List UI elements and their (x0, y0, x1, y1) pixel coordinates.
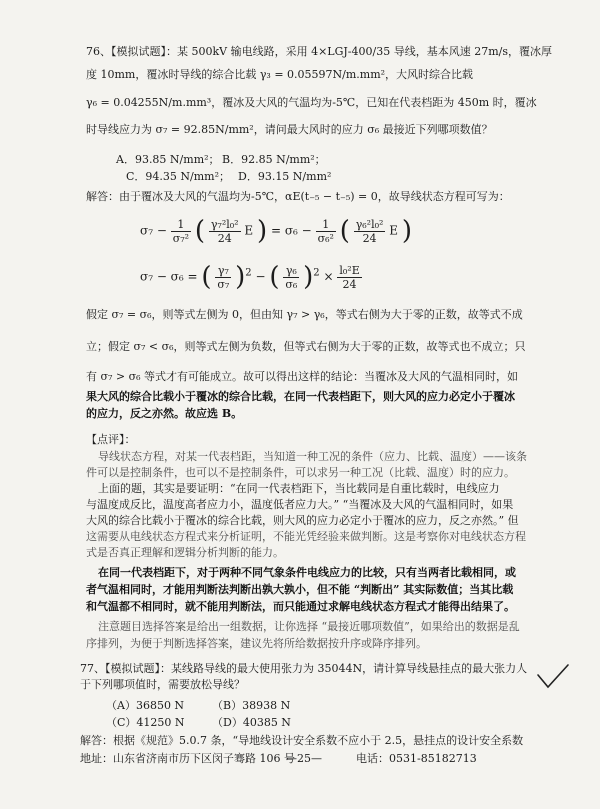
handwritten-check-icon (536, 663, 570, 689)
q76-line-2: 度 10mm，覆冰时导线的综合比载 γ₃ = 0.05597N/m.mm²，大风时综合比载 (86, 68, 474, 81)
conclusion-line-2: 的应力，反之亦然。故应选 B。 (86, 407, 243, 420)
equation-1 (140, 216, 412, 246)
eq2-minus: − (255, 269, 266, 284)
comment-bold-line-3: 和气温都不相同时，就不能用判断法，而只能通过求解电线状态方程式才能得出结果了。 (86, 600, 515, 613)
comment-line-3: 上面的题，其实是要证明：“在同一代表档距下，当比载同是自重比载时，电线应力 (98, 482, 500, 495)
eq2-sq-2: 2 (313, 267, 320, 279)
eq1-frac-inv-sigma6: $\frac{1}{\text{σ₆²}}$ (317, 217, 334, 245)
comment-line-5: 大风的综合比载小于覆冰的综合比载，则大风的应力必定小于覆冰的应力，反之亦然。” 但 (86, 514, 519, 527)
analysis-line-3: 有 σ₇ > σ₆ 等式才有可能成立。故可以得出这样的结论：当覆冰及大风的气温相同时，如 (86, 370, 519, 383)
eq1-equals: = σ₆ − (270, 223, 312, 238)
comment-line-1: 导线状态方程，对某一代表档距，当知道一种工况的条件（应力、比载、温度）——该条 (98, 450, 527, 463)
eq1-paren-close-1: ) (257, 216, 268, 246)
comment-line-4: 与温度成反比，温度高者应力小，温度低者应力大。” “当覆冰及大风的气温相同时，如果 (86, 498, 514, 511)
eq2-paren-close-1: ) (235, 262, 246, 292)
comment-bold-line-2: 者气温相同时，才能用判断法判断出孰大孰小，但不能 “判断出” 其实际数值；当其比载 (86, 583, 514, 596)
q76-option-a: A．93.85 N/mm²； (116, 153, 220, 166)
eq2-paren-open-2: ( (269, 262, 280, 292)
analysis-line-2: 立；假定 σ₇ < σ₆，则等式左侧为负数，但等式右侧为大于零的正数，故等式也不成立；只 (86, 340, 526, 353)
q76-line-3: γ₆ = 0.04255N/m.mm³，覆冰及大风的气温均为-5℃，已知在代表档距为 450m 时，覆冰 (86, 96, 537, 109)
eq1-paren-open-1: ( (194, 216, 206, 246)
eq2-times: × (323, 269, 334, 284)
comment-line-7: 式是否真正理解和逻辑分析判断的能力。 (86, 546, 284, 559)
q77-option-b: （B）38938 N (212, 699, 291, 712)
equation-2 (140, 262, 362, 292)
eq1-E-2: E (389, 223, 399, 238)
eq1-E-1: E (244, 223, 254, 238)
footer-address: 地址：山东省济南市历下区闵子骞路 106 号 (80, 752, 295, 765)
comment-line-2: 件可以是控制条件，也可以不是控制条件，可以求另一种工况（比载、温度）时的应力。 (86, 466, 515, 479)
eq2-paren-close-2: ) (303, 262, 314, 292)
q77-line-2: 于下列哪项值时，需要放松导线？ (80, 678, 245, 691)
q76-option-d: D．93.15 N/mm² (238, 170, 332, 183)
eq2-frac-g6-s6: $\frac{\text{γ₆}}{\text{σ₆}}$ (285, 263, 298, 291)
q76-solution-lead: 解答：由于覆冰及大风的气温均为-5℃，αE(t₋₅ − t₋₅) = 0，故导线状态方程可写为： (86, 190, 510, 203)
q77-solution: 解答：根据《规范》5.0.7 条，“导地线设计安全系数不应小于 2.5，悬挂点的设计安全系数 (80, 734, 524, 747)
eq1-frac-gamma7: $\frac{\text{γ₇²l₀²}}{24}$ (210, 217, 239, 245)
conclusion-line-1: 果大风的综合比载小于覆冰的综合比载，在同一代表档距下，则大风的应力必定小于覆冰 (86, 390, 515, 403)
q76-line-1: 76、【模拟试题】：某 500kV 输电线路，采用 4×LGJ-400/35 导线，基本风速 27m/s，覆冰厚 (86, 45, 552, 58)
analysis-line-1: 假定 σ₇ = σ₆，则等式左侧为 0，但由知 γ₇ > γ₆，等式右侧为大于零的正数，故等式不成 (86, 308, 523, 321)
comment-bold-line-1: 在同一代表档距下，对于两种不同气象条件电线应力的比较，只有当两者比载相同，或 (98, 566, 516, 579)
eq2-frac-g7-s7: $\frac{\text{γ₇}}{\text{σ₇}}$ (217, 263, 230, 291)
q77-option-d: （D）40385 N (212, 716, 291, 729)
eq2-frac-l0E: $\frac{\text{l₀²E}}{24}$ (339, 263, 360, 291)
footer-phone: 电话：0531-85182713 (356, 752, 477, 765)
eq2-lhs: σ₇ − σ₆ = (140, 269, 198, 284)
q77-option-c: （C）41250 N (106, 716, 185, 729)
q77-line-1: 77、【模拟试题】：某线路导线的最大使用张力为 35044N，请计算导线悬挂点的最大张力人 (80, 662, 528, 675)
eq1-sigma7: σ₇ − (140, 223, 167, 238)
footer-page-number: —25— (286, 752, 322, 765)
eq1-paren-close-2: ) (401, 216, 413, 246)
q77-option-a: （A）36850 N (106, 699, 185, 712)
comment-title: 【点评】： (86, 433, 136, 446)
q76-line-4: 时导线应力为 σ₇ = 92.85N/mm²，请问最大风时的应力 σ₆ 最接近下列哪项数值？ (86, 123, 493, 136)
eq2-sq-1: 2 (245, 267, 252, 279)
eq2-paren-open-1: ( (201, 262, 212, 292)
eq1-frac-inv-sigma7: $\frac{1}{\text{σ₇²}}$ (172, 217, 190, 245)
q76-option-b: B．92.85 N/mm²； (222, 153, 326, 166)
eq1-paren-open-2: ( (339, 216, 350, 246)
comment-line-6: 这需要从电线状态方程式来分析证明，不能光凭经验来做判断。这是考察你对电线状态方程 (86, 530, 526, 543)
q76-option-c: C．94.35 N/mm²； (126, 170, 231, 183)
comment-note-line-2: 序排列，为便于判断选择答案，建议先将所给数据按升序或降序排列。 (86, 637, 427, 650)
eq1-frac-gamma6: $\frac{\text{γ₆²l₀²}}{24}$ (355, 217, 384, 245)
comment-note-line-1: 注意题目选择答案是给出一组数据，让你选择 “最接近哪项数值”，如果给出的数据是乱 (98, 620, 520, 633)
